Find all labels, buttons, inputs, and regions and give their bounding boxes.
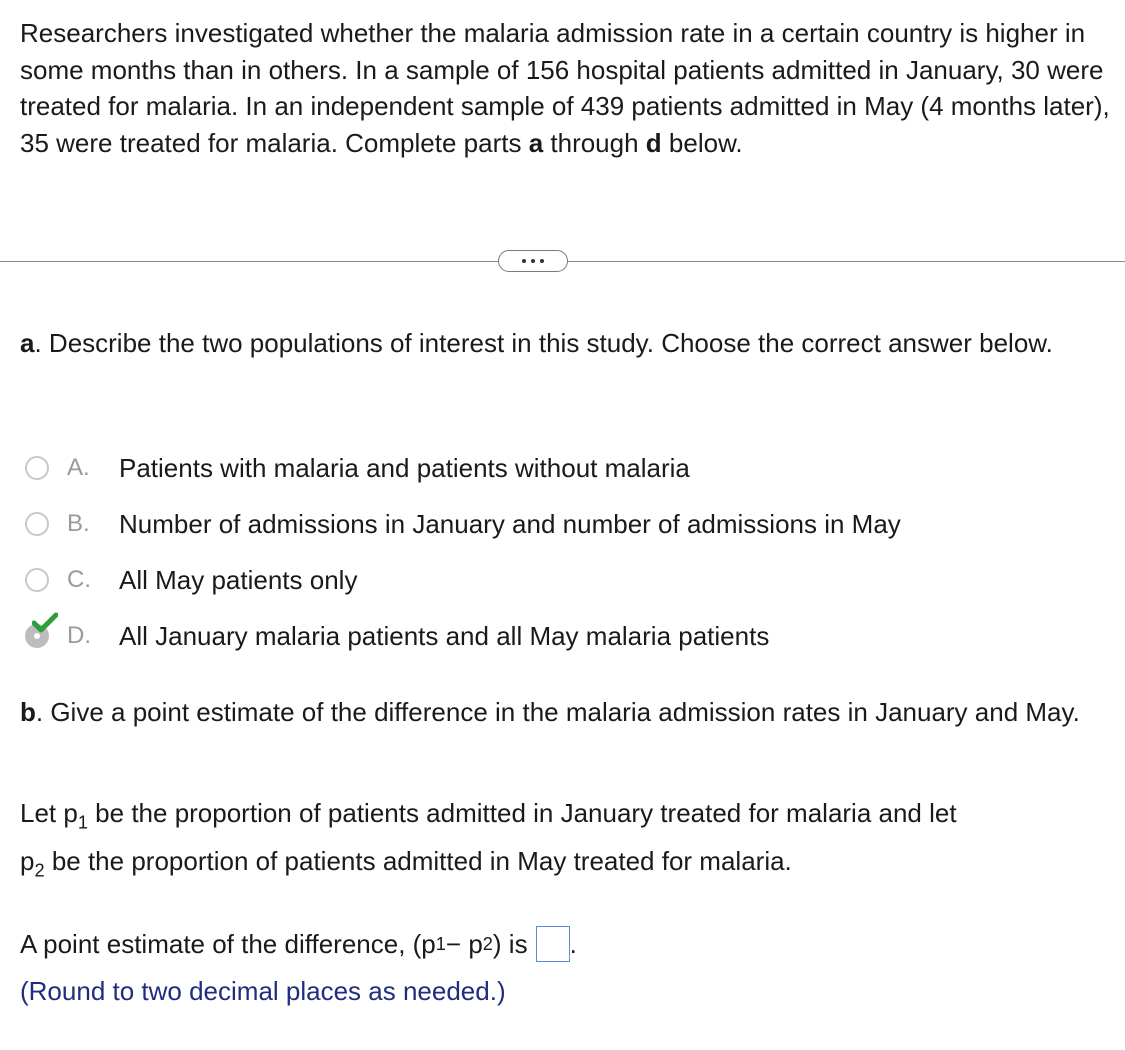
- estimate-minus: − p: [445, 929, 483, 959]
- p1-subscript: 1: [77, 812, 88, 833]
- rounding-hint: (Round to two decimal places as needed.): [20, 976, 506, 1006]
- part-a-text: . Describe the two populations of interest in this study. Choose the correct answer below.: [34, 328, 1053, 358]
- option-d-letter: D.: [67, 622, 91, 649]
- option-a[interactable]: [20, 448, 690, 488]
- option-c-text: All May patients only: [119, 564, 358, 595]
- expand-more-button[interactable]: [498, 250, 568, 272]
- estimate-suffix: ) is: [492, 929, 528, 959]
- let-p2-rest: be the proportion of patients admitted in May treated for malaria.: [44, 846, 792, 876]
- let-p1-text: Let p: [20, 798, 78, 828]
- option-c-letter: C.: [67, 566, 91, 593]
- intro-bold-a: a: [528, 127, 544, 158]
- option-d-text: All January malaria patients and all May malaria patients: [119, 620, 770, 651]
- p2-subscript: 2: [34, 860, 45, 881]
- option-c[interactable]: [20, 560, 358, 600]
- correct-check-icon: [32, 612, 58, 634]
- part-b-text: . Give a point estimate of the difference in the malaria admission rates in January and May.: [35, 697, 1080, 727]
- radio-option-c[interactable]: [25, 568, 49, 592]
- option-d[interactable]: [20, 616, 770, 656]
- option-a-letter: A.: [67, 454, 90, 481]
- part-a-label: a: [20, 328, 35, 358]
- estimate-prefix: A point estimate of the difference, (p: [20, 929, 436, 959]
- let-p1-definition: [20, 795, 1110, 832]
- part-b-label: b: [20, 697, 36, 727]
- intro-text-2: through: [543, 127, 646, 158]
- radio-option-b[interactable]: [25, 512, 49, 536]
- part-a-question: [20, 325, 1110, 362]
- option-b-text: Number of admissions in January and number of admissions in May: [119, 508, 901, 539]
- point-estimate-line: A point estimate of the difference, (p 1 − p 2 ) is .: [20, 926, 577, 963]
- option-b-letter: B.: [67, 510, 90, 537]
- part-b-question: [20, 694, 1110, 731]
- ellipsis-dot-icon: [522, 259, 526, 263]
- option-a-text: Patients with malaria and patients without malaria: [119, 452, 690, 483]
- intro-text-3: below.: [661, 127, 743, 158]
- answer-input[interactable]: [536, 926, 570, 962]
- let-p1-rest: be the proportion of patients admitted in January treated for malaria and let: [87, 798, 957, 828]
- ellipsis-dot-icon: [531, 259, 535, 263]
- problem-statement: [20, 15, 1110, 161]
- intro-text-1: Researchers investigated whether the malaria admission rate in a certain country is higher in some months than in others. In a sample of 156 hospital patients admitted in January, 30 were treated for malaria. In an independent sample of 439 patients admitted in May (4 months later), 35 were treated for malaria. Complete parts: [20, 18, 1110, 158]
- radio-option-a[interactable]: [25, 456, 49, 480]
- ellipsis-dot-icon: [540, 259, 544, 263]
- option-b[interactable]: [20, 504, 901, 544]
- intro-bold-d: d: [645, 127, 662, 158]
- let-p2-definition: [20, 843, 1110, 880]
- p2-symbol: p: [20, 846, 35, 876]
- estimate-period: .: [569, 929, 577, 959]
